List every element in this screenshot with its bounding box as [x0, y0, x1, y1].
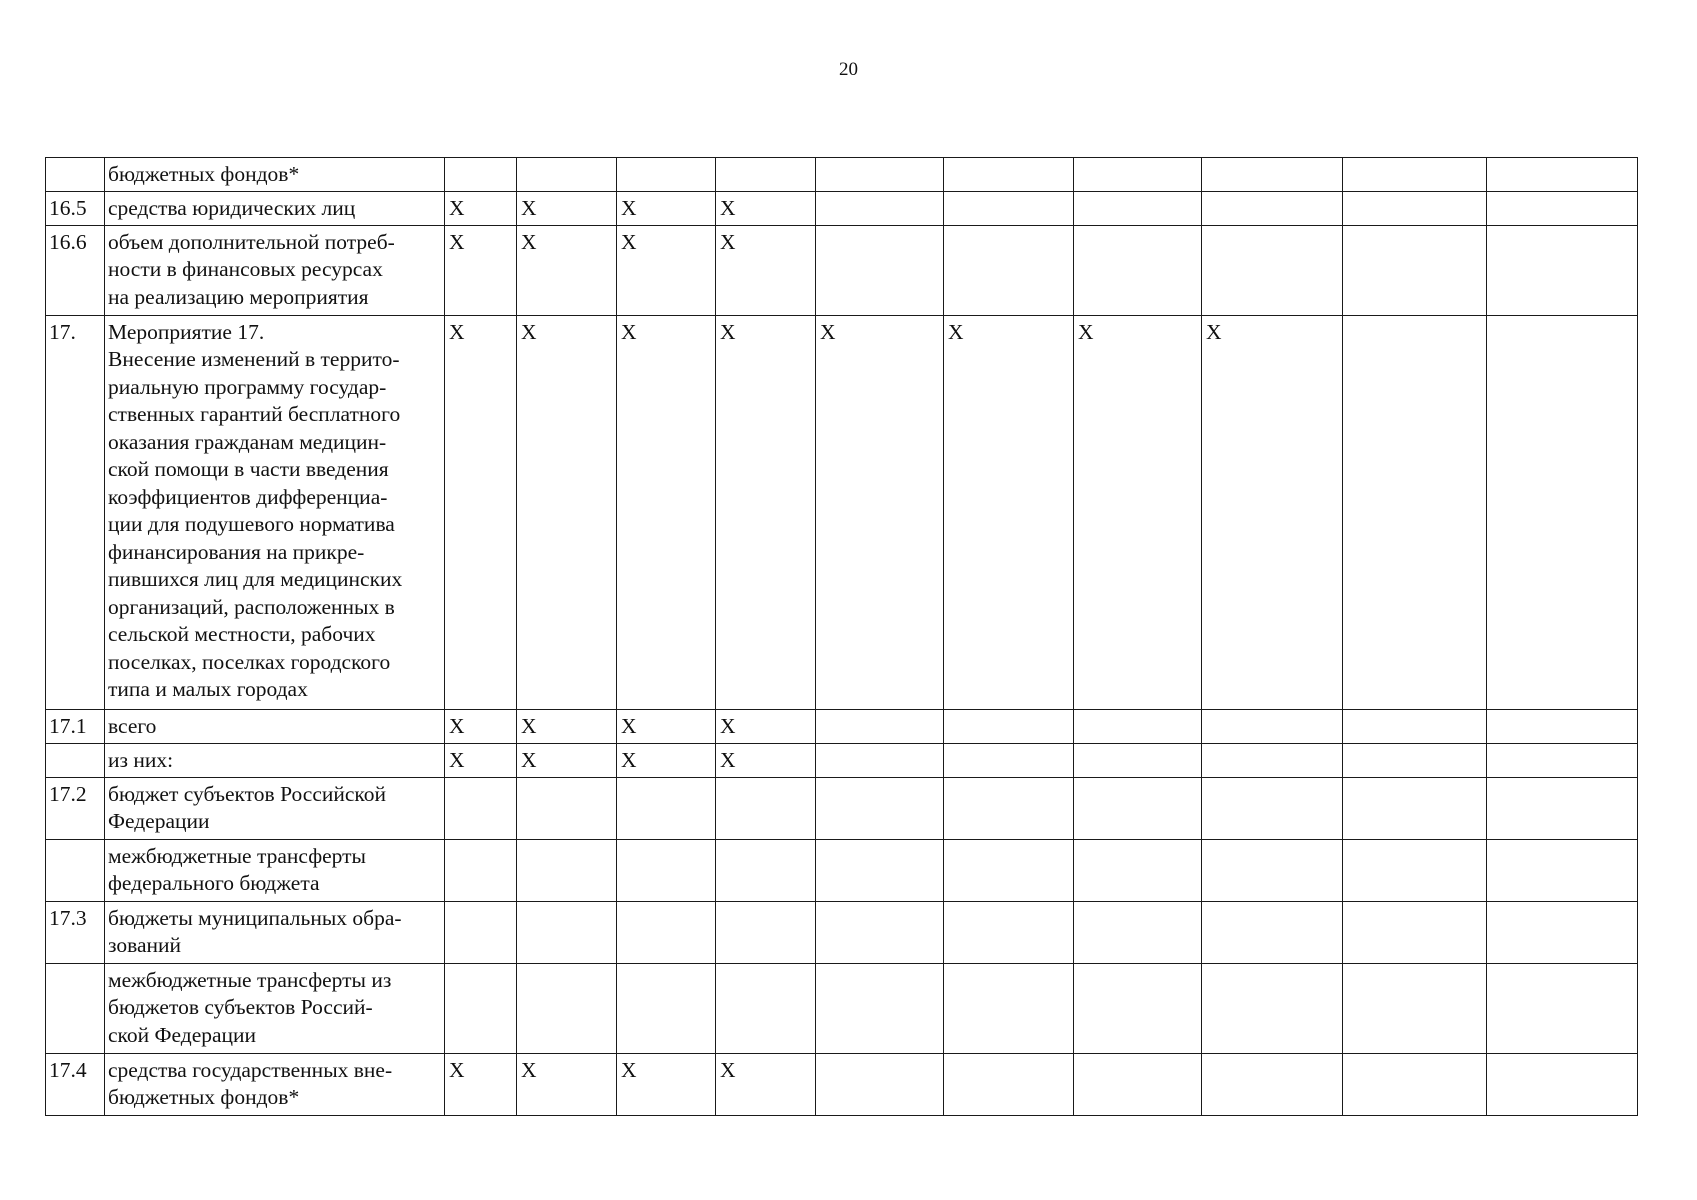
- value-cell: [1074, 839, 1202, 901]
- row-number-cell: 16.6: [46, 225, 105, 315]
- value-cell: [944, 1053, 1074, 1115]
- row-number-cell: 17.1: [46, 709, 105, 743]
- value-cell: [1202, 901, 1343, 963]
- value-cell: [1487, 192, 1638, 226]
- value-cell: [1343, 901, 1487, 963]
- value-cell: X: [716, 225, 816, 315]
- value-cell: X: [1074, 315, 1202, 709]
- value-cell: [816, 743, 944, 777]
- value-cell: X: [617, 709, 716, 743]
- value-cell: [944, 963, 1074, 1053]
- value-cell: [1343, 192, 1487, 226]
- value-cell: X: [716, 192, 816, 226]
- value-cell: [716, 777, 816, 839]
- table-row: [46, 901, 1638, 963]
- table-row: [46, 839, 1638, 901]
- value-cell: [617, 901, 716, 963]
- value-cell: [944, 192, 1074, 226]
- value-cell: [617, 963, 716, 1053]
- row-label-cell: средства юридических лиц: [105, 192, 445, 226]
- value-cell: [1343, 225, 1487, 315]
- value-cell: [816, 1053, 944, 1115]
- value-cell: [445, 839, 517, 901]
- value-cell: [617, 839, 716, 901]
- row-number-cell: 16.5: [46, 192, 105, 226]
- table-row: [46, 743, 1638, 777]
- funding-table: [45, 157, 1638, 1116]
- value-cell: [445, 777, 517, 839]
- value-cell: [944, 839, 1074, 901]
- row-label-cell: всего: [105, 709, 445, 743]
- value-cell: X: [716, 315, 816, 709]
- table-row: [46, 963, 1638, 1053]
- value-cell: X: [617, 743, 716, 777]
- value-cell: [445, 901, 517, 963]
- value-cell: [1343, 777, 1487, 839]
- value-cell: [517, 158, 617, 192]
- value-cell: X: [517, 315, 617, 709]
- value-cell: [1202, 743, 1343, 777]
- value-cell: [816, 709, 944, 743]
- value-cell: [1487, 225, 1638, 315]
- value-cell: X: [944, 315, 1074, 709]
- value-cell: [816, 839, 944, 901]
- table-body: [46, 158, 1638, 1116]
- value-cell: X: [617, 1053, 716, 1115]
- value-cell: [517, 777, 617, 839]
- value-cell: [1202, 158, 1343, 192]
- value-cell: [1074, 709, 1202, 743]
- value-cell: [1202, 839, 1343, 901]
- value-cell: [816, 963, 944, 1053]
- row-number-cell: 17.: [46, 315, 105, 709]
- value-cell: X: [517, 709, 617, 743]
- value-cell: [1074, 901, 1202, 963]
- value-cell: X: [445, 1053, 517, 1115]
- value-cell: [1074, 225, 1202, 315]
- value-cell: X: [617, 225, 716, 315]
- value-cell: [1074, 777, 1202, 839]
- table-row: [46, 1053, 1638, 1115]
- row-number-cell: [46, 743, 105, 777]
- value-cell: X: [445, 192, 517, 226]
- value-cell: [1074, 1053, 1202, 1115]
- value-cell: [1343, 963, 1487, 1053]
- row-number-cell: 17.3: [46, 901, 105, 963]
- value-cell: [816, 225, 944, 315]
- value-cell: [1487, 901, 1638, 963]
- row-label-cell: средства государственных вне- бюджетных фондов*: [105, 1053, 445, 1115]
- value-cell: [1202, 709, 1343, 743]
- value-cell: [1074, 158, 1202, 192]
- value-cell: [1202, 963, 1343, 1053]
- row-label-cell: бюджет субъектов Российской Федерации: [105, 777, 445, 839]
- value-cell: [944, 158, 1074, 192]
- value-cell: [1202, 192, 1343, 226]
- value-cell: [1202, 1053, 1343, 1115]
- value-cell: X: [445, 743, 517, 777]
- value-cell: [1343, 315, 1487, 709]
- value-cell: X: [445, 225, 517, 315]
- value-cell: X: [445, 315, 517, 709]
- value-cell: [517, 963, 617, 1053]
- value-cell: [517, 839, 617, 901]
- value-cell: [1074, 963, 1202, 1053]
- table-row: [46, 777, 1638, 839]
- value-cell: [944, 901, 1074, 963]
- value-cell: [716, 963, 816, 1053]
- value-cell: [517, 901, 617, 963]
- value-cell: X: [517, 192, 617, 226]
- page-number: 20: [839, 59, 858, 80]
- table-row: [46, 158, 1638, 192]
- row-number-cell: 17.4: [46, 1053, 105, 1115]
- value-cell: [1487, 1053, 1638, 1115]
- value-cell: [1343, 1053, 1487, 1115]
- value-cell: X: [617, 315, 716, 709]
- value-cell: [617, 777, 716, 839]
- value-cell: [1487, 963, 1638, 1053]
- table-row: [46, 709, 1638, 743]
- value-cell: [1487, 709, 1638, 743]
- value-cell: [1202, 777, 1343, 839]
- row-label-cell: бюджеты муниципальных обра- зований: [105, 901, 445, 963]
- table-row: [46, 315, 1638, 709]
- value-cell: [1487, 777, 1638, 839]
- value-cell: [1487, 158, 1638, 192]
- table-row: [46, 192, 1638, 226]
- value-cell: [1074, 743, 1202, 777]
- value-cell: [944, 709, 1074, 743]
- value-cell: [1202, 225, 1343, 315]
- value-cell: [1343, 743, 1487, 777]
- value-cell: [1074, 192, 1202, 226]
- value-cell: [617, 158, 716, 192]
- table-row: [46, 225, 1638, 315]
- value-cell: X: [517, 743, 617, 777]
- value-cell: [716, 901, 816, 963]
- value-cell: X: [517, 225, 617, 315]
- row-label-cell: межбюджетные трансферты из бюджетов субъектов Россий- ской Федерации: [105, 963, 445, 1053]
- value-cell: X: [816, 315, 944, 709]
- row-number-cell: [46, 839, 105, 901]
- value-cell: X: [517, 1053, 617, 1115]
- value-cell: [944, 743, 1074, 777]
- value-cell: [816, 158, 944, 192]
- row-label-cell: бюджетных фондов*: [105, 158, 445, 192]
- value-cell: [716, 839, 816, 901]
- value-cell: [816, 192, 944, 226]
- value-cell: [816, 901, 944, 963]
- row-number-cell: [46, 963, 105, 1053]
- value-cell: [716, 158, 816, 192]
- value-cell: X: [716, 709, 816, 743]
- value-cell: X: [716, 743, 816, 777]
- row-label-cell: Мероприятие 17. Внесение изменений в террито- риальную программу государ- ственных гарантий бесплатного оказания гражданам медицин- ской помощи в части введения коэффициентов дифференциа- ции для подушевого норматива финансирования на прикре- пившихся лиц для медицинских организаций, расположенных в сельской местности, рабочих поселках, поселках городского типа и малых городах: [105, 315, 445, 709]
- value-cell: [1343, 839, 1487, 901]
- row-label-cell: межбюджетные трансферты федерального бюджета: [105, 839, 445, 901]
- value-cell: X: [1202, 315, 1343, 709]
- value-cell: [1343, 158, 1487, 192]
- value-cell: [1343, 709, 1487, 743]
- row-label-cell: из них:: [105, 743, 445, 777]
- value-cell: [445, 158, 517, 192]
- value-cell: [1487, 743, 1638, 777]
- value-cell: [1487, 315, 1638, 709]
- value-cell: [944, 225, 1074, 315]
- row-number-cell: 17.2: [46, 777, 105, 839]
- row-number-cell: [46, 158, 105, 192]
- value-cell: [1487, 839, 1638, 901]
- value-cell: X: [445, 709, 517, 743]
- value-cell: X: [617, 192, 716, 226]
- value-cell: X: [716, 1053, 816, 1115]
- value-cell: [816, 777, 944, 839]
- value-cell: [445, 963, 517, 1053]
- row-label-cell: объем дополнительной потреб- ности в финансовых ресурсах на реализацию мероприятия: [105, 225, 445, 315]
- value-cell: [944, 777, 1074, 839]
